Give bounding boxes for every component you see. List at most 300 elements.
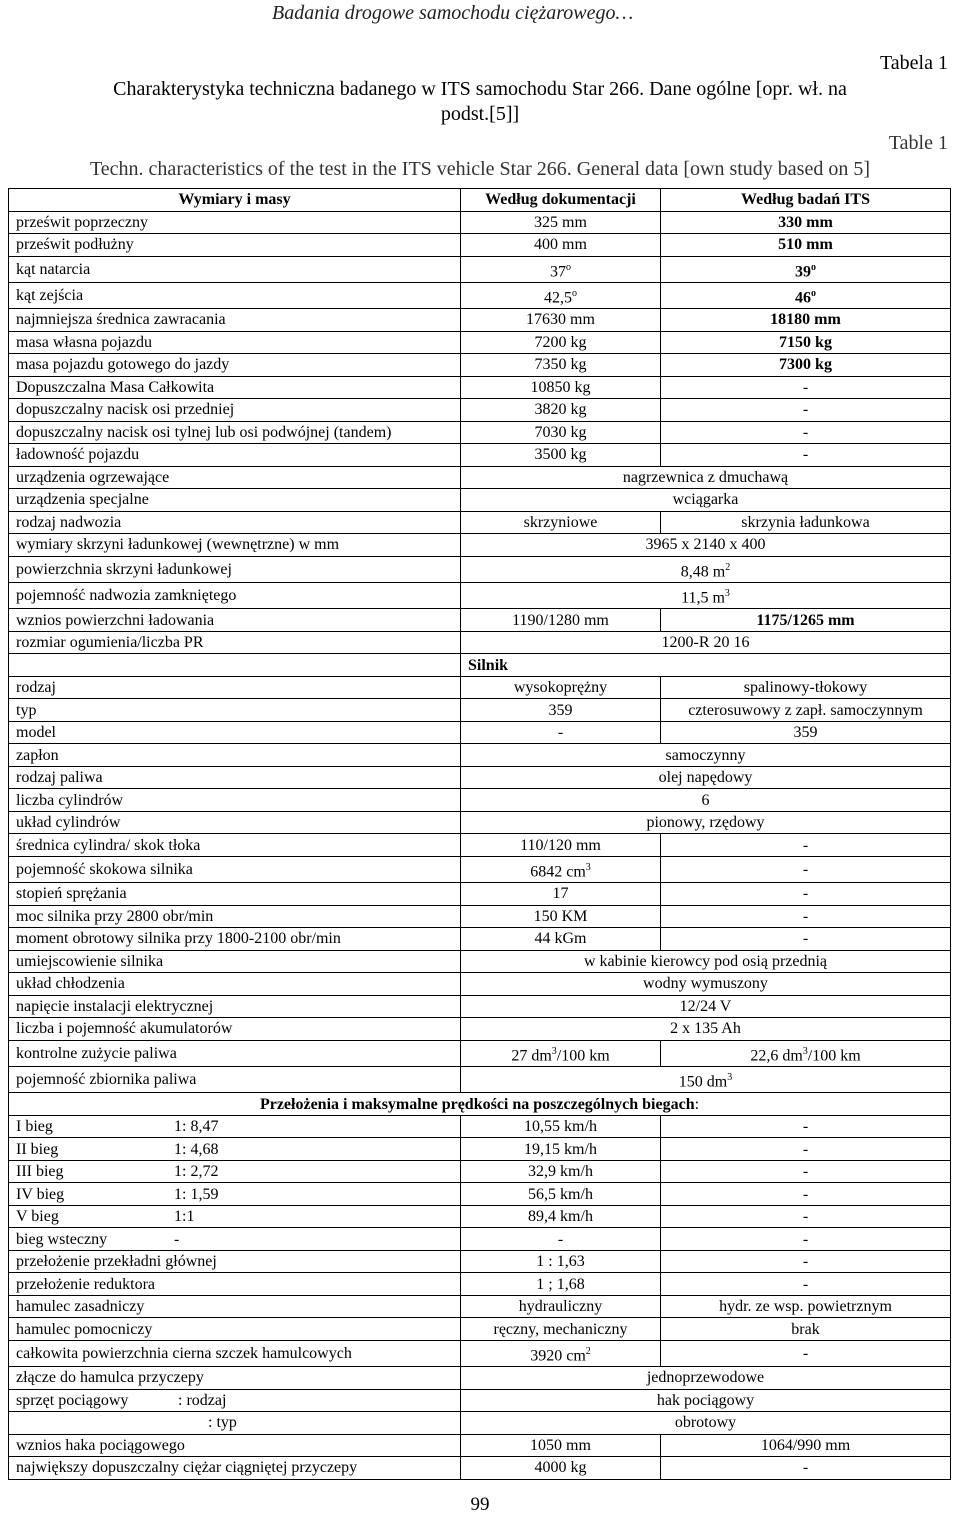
row-its-value-text: 359 xyxy=(793,724,818,742)
row-doc-value-text: 359 xyxy=(548,701,573,719)
row-its-value-text: - xyxy=(802,930,809,948)
gear-its xyxy=(661,1205,951,1228)
row-its-value-text: 330 mm xyxy=(778,213,833,231)
row-its-value-text: - xyxy=(802,446,809,464)
row-doc-value xyxy=(461,1273,661,1296)
row-doc-value xyxy=(461,511,661,534)
table-row xyxy=(9,721,951,744)
gear-its xyxy=(661,1115,951,1138)
row-doc-value xyxy=(461,444,661,467)
row-its-value xyxy=(661,399,951,422)
row-label-text: wznios powierzchni ładowania xyxy=(16,611,215,629)
row-its-value xyxy=(661,354,951,377)
tank-label xyxy=(9,1066,461,1092)
row-merged-value xyxy=(461,1018,951,1041)
gear-ratio: - xyxy=(174,1230,180,1248)
row-label-text: dopuszczalny nacisk osi przedniej xyxy=(16,401,235,419)
table-number-en: Table 1 xyxy=(888,132,948,154)
row-label-text: Dopuszczalna Masa Całkowita xyxy=(16,378,215,396)
row-label-text: prześwit poprzeczny xyxy=(16,213,148,231)
row-label xyxy=(9,582,461,608)
row-its-value-text: czterosuwowy z zapł. samoczynnym xyxy=(688,701,923,719)
table-row xyxy=(9,1250,951,1273)
table-row xyxy=(9,766,951,789)
row-its-value xyxy=(661,928,951,951)
coupling-type-label: : typ xyxy=(208,1414,237,1432)
row-label xyxy=(9,856,461,882)
gear-name: IV bieg xyxy=(16,1185,65,1203)
fuel-its-value-text: 22,6 dm xyxy=(750,1046,803,1064)
gear-its-text: - xyxy=(802,1163,809,1181)
row-label xyxy=(9,1318,461,1341)
row-label-text: przełożenie reduktora xyxy=(16,1275,156,1293)
row-its-value xyxy=(661,234,951,257)
tank-value-text: 150 dm xyxy=(678,1073,728,1091)
header-documentation: Według dokumentacji xyxy=(461,189,661,212)
engine-heading-text: Silnik xyxy=(468,656,509,674)
table-row xyxy=(9,609,951,632)
page-number: 99 xyxy=(470,1494,490,1515)
table-row xyxy=(9,1018,951,1041)
table-row xyxy=(9,811,951,834)
gear-speed-text: - xyxy=(557,1230,564,1248)
row-label-text: moc silnika przy 2800 obr/min xyxy=(16,907,214,925)
row-label-text: kąt zejścia xyxy=(16,286,84,304)
row-label-text: złącze do hamulca przyczepy xyxy=(16,1369,204,1387)
table-row xyxy=(9,354,951,377)
tank-row xyxy=(9,1066,951,1092)
gear-name: II bieg xyxy=(16,1140,59,1158)
row-label xyxy=(9,744,461,767)
row-its-value-text: hydr. ze wsp. powietrznym xyxy=(719,1298,892,1316)
table-row xyxy=(9,834,951,857)
row-label xyxy=(9,766,461,789)
row-label-text: średnica cylindra/ skok tłoka xyxy=(16,836,201,854)
row-doc-value-text: 150 KM xyxy=(533,907,588,925)
row-merged-value-text: 8,48 m xyxy=(680,562,726,580)
row-doc-value xyxy=(461,609,661,632)
row-its-value-text: - xyxy=(802,1253,809,1271)
row-doc-value xyxy=(461,376,661,399)
gears-heading-row xyxy=(9,1093,951,1116)
table-header-row xyxy=(9,189,951,212)
row-merged-value xyxy=(461,766,951,789)
row-its-value-text: - xyxy=(802,1459,809,1477)
row-label xyxy=(9,834,461,857)
row-doc-value xyxy=(461,399,661,422)
row-merged-value xyxy=(461,811,951,834)
row-doc-value-text: wysokoprężny xyxy=(513,679,608,697)
row-label xyxy=(9,1367,461,1390)
row-its-value-text: spalinowy-tłokowy xyxy=(743,679,868,697)
row-doc-value-text: 325 mm xyxy=(534,213,587,231)
table-row xyxy=(9,1367,951,1390)
row-label xyxy=(9,421,461,444)
row-label xyxy=(9,1273,461,1296)
row-doc-value-sup: o xyxy=(566,261,571,273)
row-its-value xyxy=(661,699,951,722)
row-doc-value-text: 6842 cm xyxy=(530,863,586,881)
tank-value xyxy=(461,1066,951,1092)
gears-heading-colon: : xyxy=(694,1095,700,1113)
row-label xyxy=(9,1340,461,1366)
coupling-type-cell xyxy=(9,1412,461,1435)
row-label-text: wznios haka pociągowego xyxy=(16,1436,185,1454)
row-label-text: napięcie instalacji elektrycznej xyxy=(16,997,214,1015)
row-merged-value xyxy=(461,631,951,654)
row-label xyxy=(9,811,461,834)
row-merged-value-text: 3965 x 2140 x 400 xyxy=(645,536,766,554)
row-doc-value xyxy=(461,282,661,308)
gear-name: I bieg xyxy=(16,1118,53,1136)
row-doc-value-text: 4000 kg xyxy=(534,1459,587,1477)
gear-cell xyxy=(9,1160,461,1183)
row-merged-value xyxy=(461,973,951,996)
table-row xyxy=(9,582,951,608)
table-row xyxy=(9,309,951,332)
row-its-value xyxy=(661,256,951,282)
row-its-value xyxy=(661,1457,951,1480)
row-its-value xyxy=(661,1340,951,1366)
row-its-value xyxy=(661,309,951,332)
fuel-label xyxy=(9,1040,461,1066)
coupling-type-value xyxy=(461,1412,951,1435)
row-doc-value-text: 110/120 mm xyxy=(520,836,601,854)
row-merged-value xyxy=(461,744,951,767)
table-row xyxy=(9,883,951,906)
row-its-value-text: 1175/1265 mm xyxy=(756,611,855,629)
coupling-label-cell xyxy=(9,1389,461,1412)
gear-row xyxy=(9,1205,951,1228)
row-label-text: hamulec zasadniczy xyxy=(16,1298,145,1316)
row-doc-value-text: 17630 mm xyxy=(526,311,595,329)
row-label xyxy=(9,721,461,744)
row-its-value-text: - xyxy=(802,860,809,878)
gear-ratio: 1: 1,59 xyxy=(174,1185,219,1203)
row-its-value xyxy=(661,1273,951,1296)
row-label-text: typ xyxy=(16,701,37,719)
row-its-value-sup: o xyxy=(811,287,816,299)
gear-cell xyxy=(9,1183,461,1206)
row-label-text: prześwit podłużny xyxy=(16,236,134,254)
gear-row xyxy=(9,1115,951,1138)
row-label-text: masa własna pojazdu xyxy=(16,333,152,351)
engine-heading xyxy=(461,654,951,677)
row-label-text: rodzaj paliwa xyxy=(16,769,103,787)
row-label xyxy=(9,950,461,973)
gear-its xyxy=(661,1183,951,1206)
row-doc-value xyxy=(461,928,661,951)
fuel-doc-value-tail: /100 km xyxy=(556,1046,610,1064)
row-doc-value-text: 7350 kg xyxy=(534,356,587,374)
row-doc-value-sup: 2 xyxy=(585,1345,591,1357)
table-row xyxy=(9,1295,951,1318)
row-label-text: urządzenia ogrzewające xyxy=(16,468,170,486)
row-label-text: największy dopuszczalny ciężar ciągniętej przyczepy xyxy=(16,1459,358,1477)
row-merged-value-text: 12/24 V xyxy=(679,997,732,1015)
gear-row xyxy=(9,1138,951,1161)
row-merged-value xyxy=(461,489,951,512)
table-row xyxy=(9,789,951,812)
row-doc-value-text: 400 mm xyxy=(534,236,587,254)
row-its-value-text: - xyxy=(802,1275,809,1293)
row-label-text: układ chłodzenia xyxy=(16,975,125,993)
row-doc-value-text: 10850 kg xyxy=(530,378,591,396)
table-row xyxy=(9,466,951,489)
row-its-value xyxy=(661,211,951,234)
caption-pl-line1: Charakterystyka techniczna badanego w ITS samochodu Star 266. Dane ogólne [opr. wł. na xyxy=(113,78,847,100)
row-label-text: stopień sprężania xyxy=(16,885,127,903)
row-its-value-sup: o xyxy=(811,261,816,273)
row-doc-value-sup: o xyxy=(572,287,577,299)
row-merged-value-text: samoczynny xyxy=(665,746,746,764)
gear-speed xyxy=(461,1205,661,1228)
fuel-doc-value-text: 27 dm xyxy=(511,1046,552,1064)
header-its: Według badań ITS xyxy=(661,189,951,212)
gear-ratio: 1: 2,72 xyxy=(174,1163,219,1181)
gear-row xyxy=(9,1160,951,1183)
row-label xyxy=(9,282,461,308)
gear-speed xyxy=(461,1115,661,1138)
row-merged-value-text: pionowy, rzędowy xyxy=(646,814,765,832)
row-doc-value-text: 7030 kg xyxy=(534,423,587,441)
row-merged-value-text: olej napędowy xyxy=(658,769,753,787)
row-merged-value-sup: 3 xyxy=(724,587,730,599)
engine-heading-row xyxy=(9,654,951,677)
row-label-text: urządzenia specjalne xyxy=(16,491,149,509)
row-label xyxy=(9,905,461,928)
table-row xyxy=(9,744,951,767)
table-row xyxy=(9,399,951,422)
gear-ratio: 1: 8,47 xyxy=(174,1118,219,1136)
table-row xyxy=(9,211,951,234)
row-its-value xyxy=(661,856,951,882)
row-doc-value-text: skrzyniowe xyxy=(523,513,598,531)
row-label-text: wymiary skrzyni ładunkowej (wewnętrzne) w mm xyxy=(16,536,340,554)
row-merged-value xyxy=(461,582,951,608)
row-doc-value-text: 3920 cm xyxy=(530,1347,586,1365)
row-its-value xyxy=(661,834,951,857)
row-its-value-text: skrzynia ładunkowa xyxy=(741,513,870,531)
row-its-value-text: - xyxy=(802,885,809,903)
row-label xyxy=(9,234,461,257)
row-merged-value-text: 6 xyxy=(701,791,710,809)
row-label xyxy=(9,609,461,632)
gear-name: III bieg xyxy=(16,1163,64,1181)
row-its-value xyxy=(661,421,951,444)
row-label xyxy=(9,883,461,906)
row-label xyxy=(9,211,461,234)
fuel-its-value xyxy=(661,1040,951,1066)
tank-label-text: pojemność zbiornika paliwa xyxy=(16,1071,197,1089)
row-label xyxy=(9,1250,461,1273)
row-doc-value-text: ręczny, mechaniczny xyxy=(493,1320,628,1338)
row-doc-value xyxy=(461,676,661,699)
row-doc-value-text: 1 ; 1,68 xyxy=(536,1275,585,1293)
table-row xyxy=(9,928,951,951)
row-its-value xyxy=(661,883,951,906)
row-label xyxy=(9,556,461,582)
row-label-text: najmniejsza średnica zawracania xyxy=(16,311,226,329)
row-label xyxy=(9,1295,461,1318)
gear-its-text: - xyxy=(802,1140,809,1158)
row-its-value xyxy=(661,609,951,632)
row-its-value-text: - xyxy=(802,401,809,419)
row-merged-value xyxy=(461,556,951,582)
gear-cell xyxy=(9,1138,461,1161)
row-label xyxy=(9,699,461,722)
table-row xyxy=(9,444,951,467)
row-label xyxy=(9,676,461,699)
row-merged-value xyxy=(461,950,951,973)
gear-its-text: - xyxy=(802,1230,809,1248)
gear-name: bieg wsteczny xyxy=(16,1230,108,1248)
gear-row xyxy=(9,1228,951,1251)
gear-its-text: - xyxy=(802,1118,809,1136)
caption-pl-line2: podst.[5]] xyxy=(440,103,520,125)
table-row xyxy=(9,631,951,654)
gear-row xyxy=(9,1183,951,1206)
row-doc-value xyxy=(461,1295,661,1318)
row-its-value-text: 46 xyxy=(795,289,811,307)
table-row xyxy=(9,556,951,582)
row-doc-value-text: - xyxy=(557,724,564,742)
row-doc-value xyxy=(461,331,661,354)
row-label-text: rodzaj nadwozia xyxy=(16,513,122,531)
row-doc-value xyxy=(461,256,661,282)
row-label xyxy=(9,256,461,282)
row-label-text: rodzaj xyxy=(16,679,56,697)
gear-speed xyxy=(461,1138,661,1161)
row-merged-value xyxy=(461,466,951,489)
row-label xyxy=(9,376,461,399)
table-row xyxy=(9,376,951,399)
gear-its xyxy=(661,1138,951,1161)
gear-cell xyxy=(9,1115,461,1138)
row-label-text: pojemność skokowa silnika xyxy=(16,860,193,878)
gear-its-text: - xyxy=(802,1185,809,1203)
table-row xyxy=(9,256,951,282)
gear-speed xyxy=(461,1160,661,1183)
row-its-value-text: - xyxy=(802,378,809,396)
coupling-label: sprzęt pociągowy xyxy=(16,1391,129,1409)
row-doc-value-text: 42,5 xyxy=(544,289,572,307)
table-row xyxy=(9,1340,951,1366)
table-row xyxy=(9,282,951,308)
gears-heading-text: Przełożenia i maksymalne prędkości na poszczególnych biegach xyxy=(259,1095,695,1113)
row-merged-value-text: w kabinie kierowcy pod osią przednią xyxy=(583,952,828,970)
gear-its-text: - xyxy=(802,1208,809,1226)
running-header: Badania drogowe samochodu ciężarowego… xyxy=(272,2,634,24)
table-row xyxy=(9,489,951,512)
header-dimensions: Wymiary i masy xyxy=(9,189,461,212)
engine-heading-blank xyxy=(9,654,461,677)
row-merged-value xyxy=(461,534,951,557)
row-label-text: układ cylindrów xyxy=(16,814,121,832)
row-label xyxy=(9,995,461,1018)
row-merged-value-sup: 2 xyxy=(725,561,731,573)
row-doc-value xyxy=(461,211,661,234)
row-doc-value xyxy=(461,883,661,906)
gear-speed xyxy=(461,1183,661,1206)
row-label xyxy=(9,466,461,489)
row-label-text: przełożenie przekładni głównej xyxy=(16,1253,217,1271)
coupling-kind-value-text: hak pociągowy xyxy=(656,1391,755,1409)
fuel-label-text: kontrolne zużycie paliwa xyxy=(16,1044,177,1062)
row-doc-value xyxy=(461,834,661,857)
row-label xyxy=(9,309,461,332)
row-its-value-text: - xyxy=(802,836,809,854)
row-doc-value xyxy=(461,1318,661,1341)
row-merged-value-text: jednoprzewodowe xyxy=(646,1369,765,1387)
row-doc-value xyxy=(461,309,661,332)
row-its-value xyxy=(661,376,951,399)
row-merged-value-text: wodny wymuszony xyxy=(643,975,768,993)
row-merged-value-text: 2 x 135 Ah xyxy=(670,1020,741,1038)
row-doc-value-text: 44 kGm xyxy=(534,930,587,948)
row-doc-value xyxy=(461,421,661,444)
row-label-text: całkowita powierzchnia cierna szczek hamulcowych xyxy=(16,1344,352,1362)
coupling-type-value-text: obrotowy xyxy=(674,1414,737,1432)
coupling-kind-value xyxy=(461,1389,951,1412)
row-its-value xyxy=(661,444,951,467)
coupling-type-row xyxy=(9,1412,951,1435)
gear-its xyxy=(661,1228,951,1251)
table-row xyxy=(9,905,951,928)
table-row xyxy=(9,331,951,354)
row-label xyxy=(9,631,461,654)
coupling-kind-label: : rodzaj xyxy=(178,1391,227,1409)
row-its-value xyxy=(661,1250,951,1273)
row-doc-value-text: 1 : 1,63 xyxy=(536,1253,585,1271)
row-label-text: masa pojazdu gotowego do jazdy xyxy=(16,356,230,374)
row-doc-value-text: 37 xyxy=(550,262,566,280)
table-row xyxy=(9,950,951,973)
row-label xyxy=(9,511,461,534)
row-its-value xyxy=(661,331,951,354)
row-merged-value-text: wciągarka xyxy=(672,491,739,509)
row-label-text: powierzchnia skrzyni ładunkowej xyxy=(16,560,232,578)
gear-speed-text: 10,55 km/h xyxy=(524,1118,597,1136)
row-its-value-text: 18180 mm xyxy=(770,311,841,329)
row-label xyxy=(9,331,461,354)
row-merged-value xyxy=(461,789,951,812)
table-row xyxy=(9,534,951,557)
table-row xyxy=(9,973,951,996)
row-its-value xyxy=(661,676,951,699)
gear-its xyxy=(661,1160,951,1183)
row-label-text: rozmiar ogumienia/liczba PR xyxy=(16,634,204,652)
fuel-doc-value xyxy=(461,1040,661,1066)
table-row xyxy=(9,699,951,722)
row-label xyxy=(9,1018,461,1041)
row-label xyxy=(9,1434,461,1457)
row-its-value xyxy=(661,1318,951,1341)
row-label xyxy=(9,534,461,557)
table-row xyxy=(9,421,951,444)
row-merged-value xyxy=(461,1367,951,1390)
row-its-value xyxy=(661,721,951,744)
fuel-row xyxy=(9,1040,951,1066)
row-doc-value-text: 1190/1280 mm xyxy=(512,611,609,629)
row-its-value-text: - xyxy=(802,1344,809,1362)
gear-ratio: 1:1 xyxy=(174,1208,195,1226)
gear-cell xyxy=(9,1205,461,1228)
row-its-value-text: 7300 kg xyxy=(779,356,832,374)
gear-ratio: 1: 4,68 xyxy=(174,1140,219,1158)
row-its-value xyxy=(661,905,951,928)
row-its-value-text: - xyxy=(802,423,809,441)
